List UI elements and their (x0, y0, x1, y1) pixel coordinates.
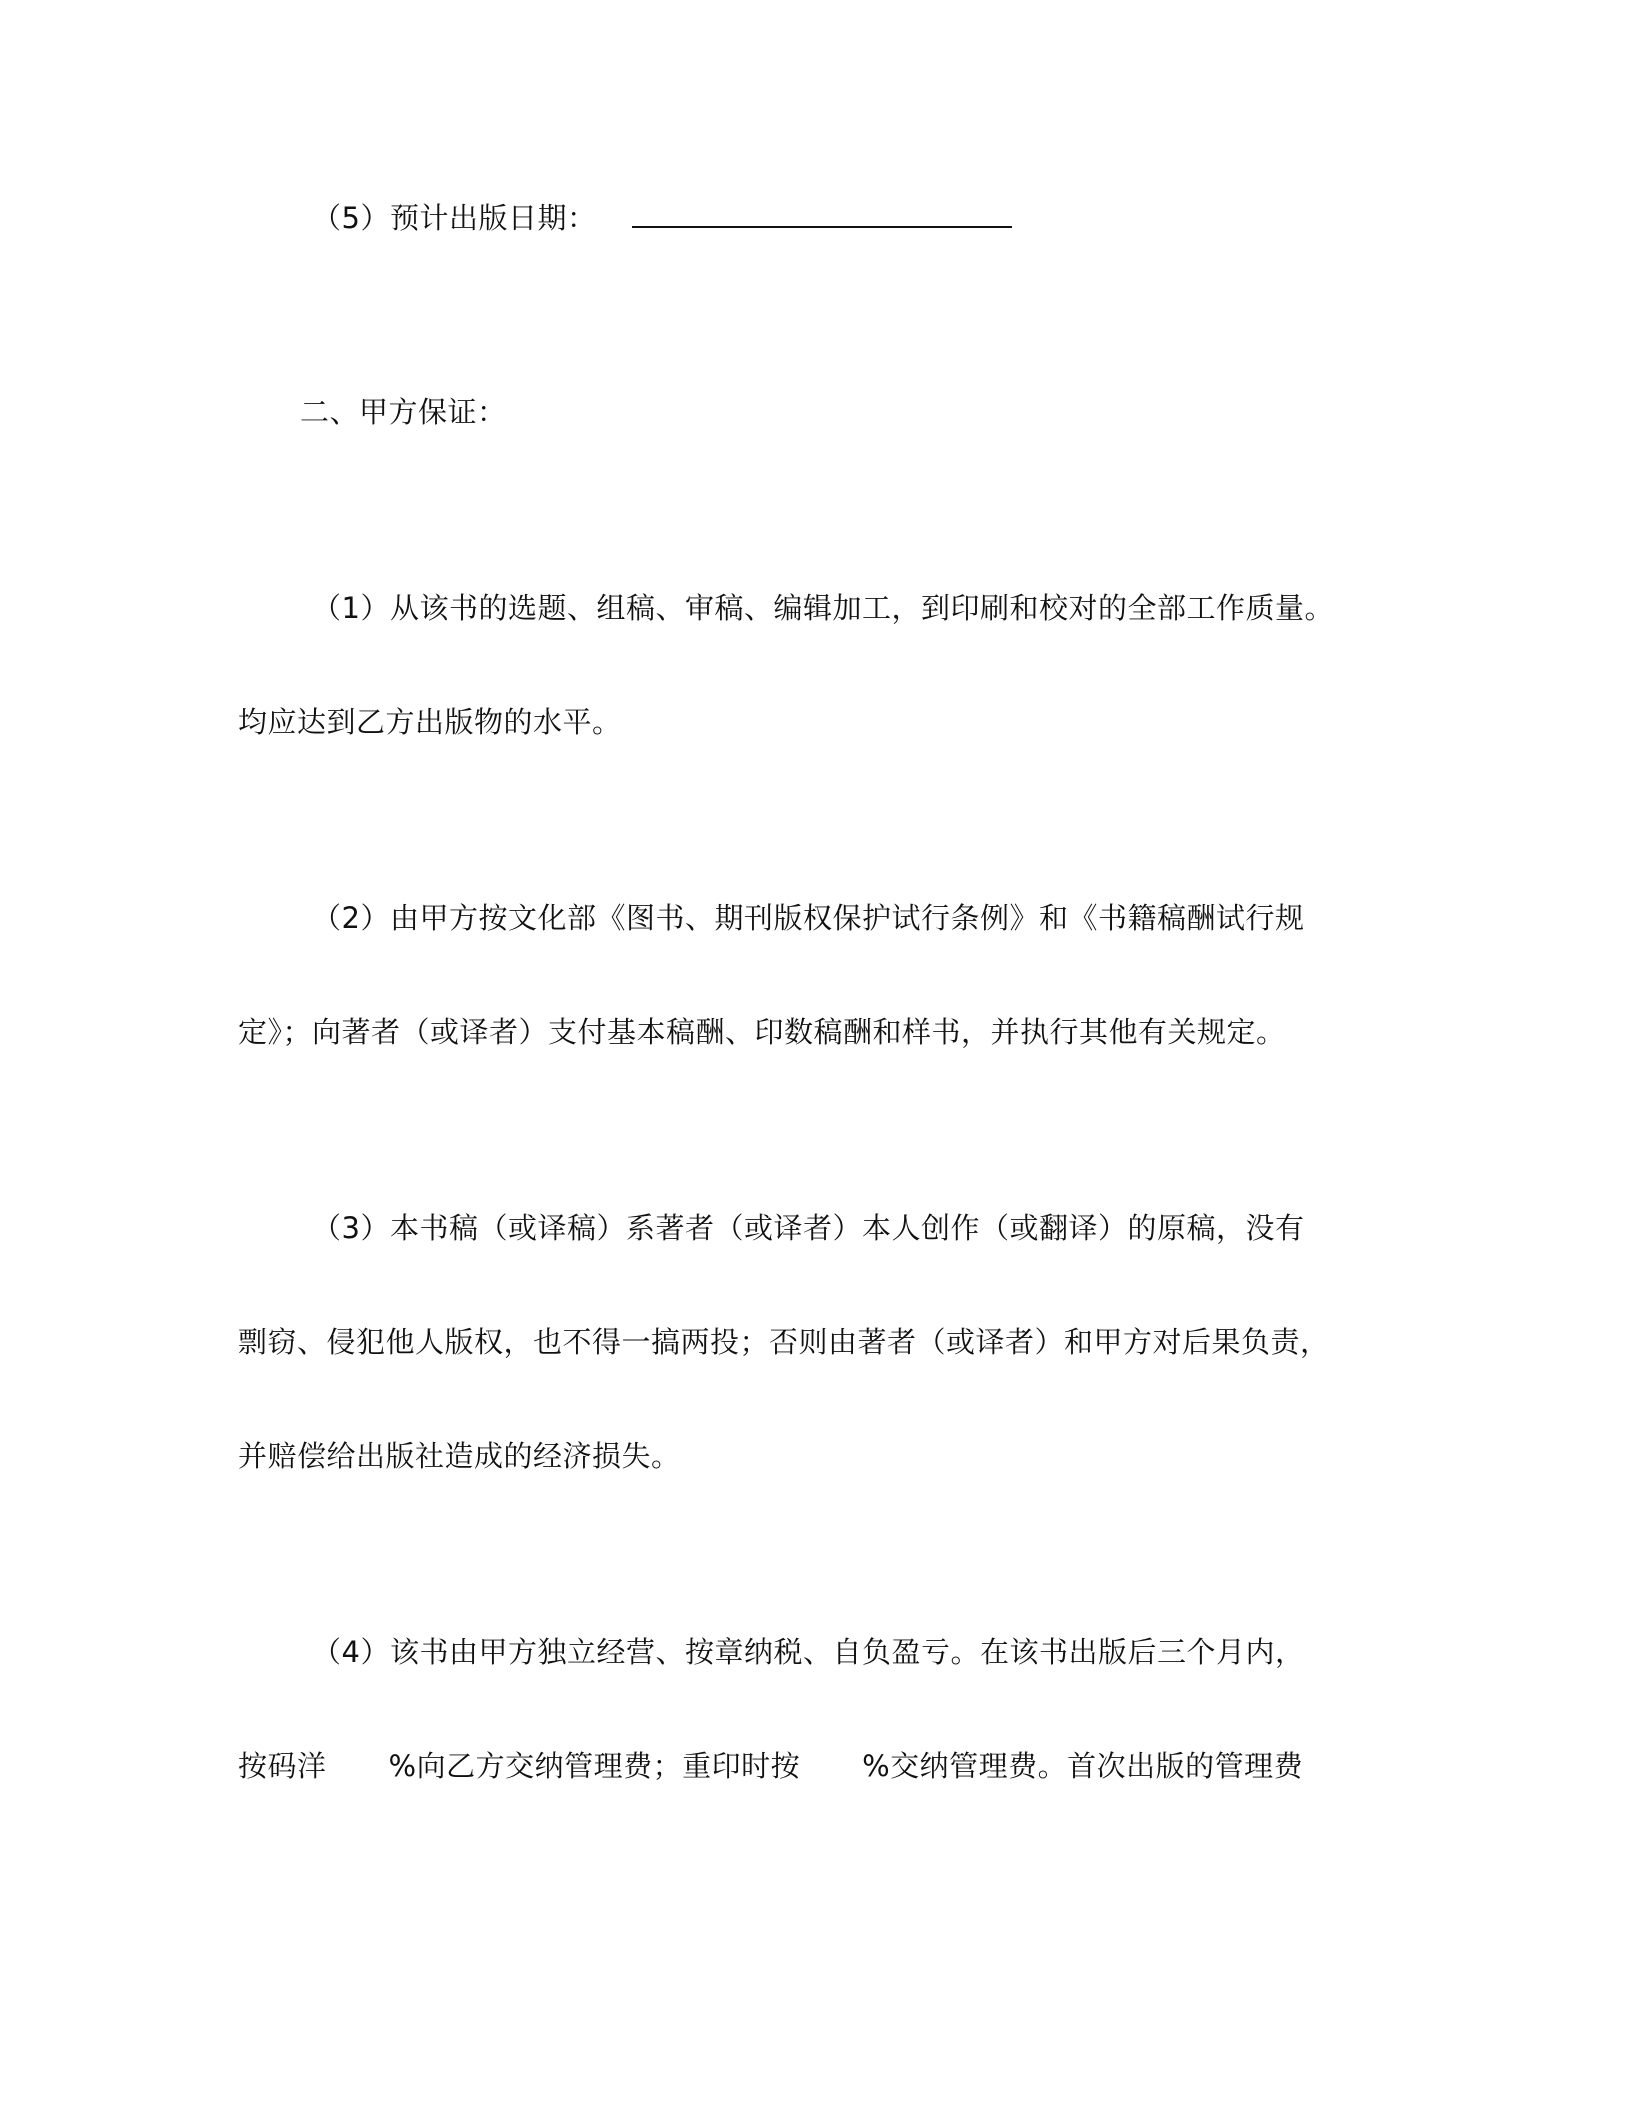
para1-line1: （1）从该书的选题、组稿、审稿、编辑加工，到印刷和校对的全部工作质量。 (312, 591, 1334, 625)
para2-line2: 定》；向著者（或译者）支付基本稿酬、印数稿酬和样书，并执行其他有关规定。 (238, 1015, 1286, 1049)
para4-line2 (238, 1746, 1303, 1786)
publication-date-blank[interactable] (632, 196, 1012, 228)
para4-line1: （4）该书由甲方独立经营、按章纳税、自负盈亏。在该书出版后三个月内， (312, 1635, 1305, 1669)
para4-line2-part-b: %向乙方交纳管理费；重印时按 (388, 1749, 801, 1783)
item5-line (312, 196, 1012, 238)
para3-line2: 剽窃、侵犯他人版权，也不得一搞两投；否则由著者（或译者）和甲方对后果负责， (238, 1325, 1330, 1359)
para4-line2-part-a: 按码洋 (238, 1749, 327, 1783)
section2-heading: 二、甲方保证： (300, 395, 507, 429)
para2-line1: （2）由甲方按文化部《图书、期刊版权保护试行条例》和《书籍稿酬试行规 (312, 901, 1305, 935)
para1-line2: 均应达到乙方出版物的水平。 (238, 705, 622, 739)
item5-label: （5）预计出版日期： (312, 201, 597, 235)
para3-line1: （3）本书稿（或译稿）系著者（或译者）本人创作（或翻译）的原稿，没有 (312, 1211, 1305, 1245)
para3-line3: 并赔偿给出版社造成的经济损失。 (238, 1439, 681, 1473)
para4-line2-part-c: %交纳管理费。首次出版的管理费 (862, 1749, 1304, 1783)
